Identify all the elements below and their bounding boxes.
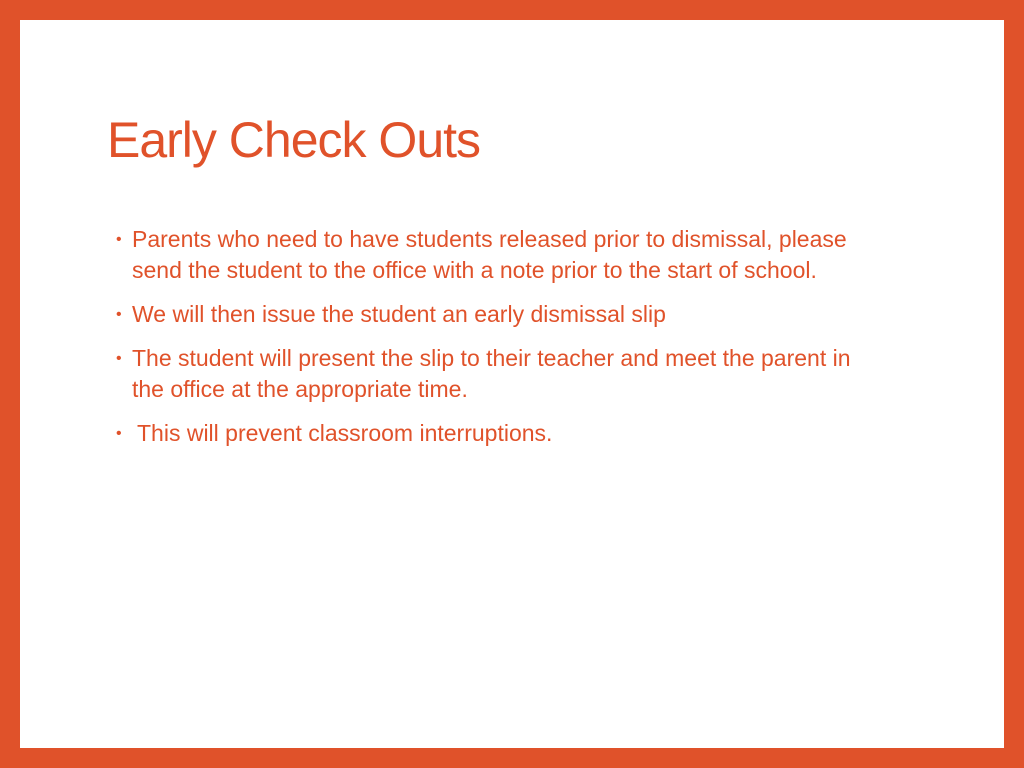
- bullet-point-icon: •: [116, 306, 122, 323]
- bullet-point-icon: •: [116, 425, 122, 442]
- bullet-text: This will prevent classroom interruptions.: [137, 420, 553, 446]
- bullet-point-icon: •: [116, 231, 122, 248]
- bullet-list: [114, 224, 874, 462]
- bullet-point-icon: •: [116, 350, 122, 367]
- bullet-item: [114, 343, 874, 405]
- slide-title: Early Check Outs: [107, 112, 481, 168]
- bullet-item: [114, 299, 874, 330]
- bullet-text: We will then issue the student an early dismissal slip: [132, 301, 666, 327]
- bullet-text: The student will present the slip to their teacher and meet the parent in the office at the appropriate time.: [132, 345, 851, 402]
- slide: [20, 20, 1004, 748]
- bullet-item: [114, 224, 874, 286]
- bullet-text: Parents who need to have students released prior to dismissal, please send the student to the office with a note prior to the start of school.: [132, 226, 847, 283]
- bullet-item: [114, 418, 874, 449]
